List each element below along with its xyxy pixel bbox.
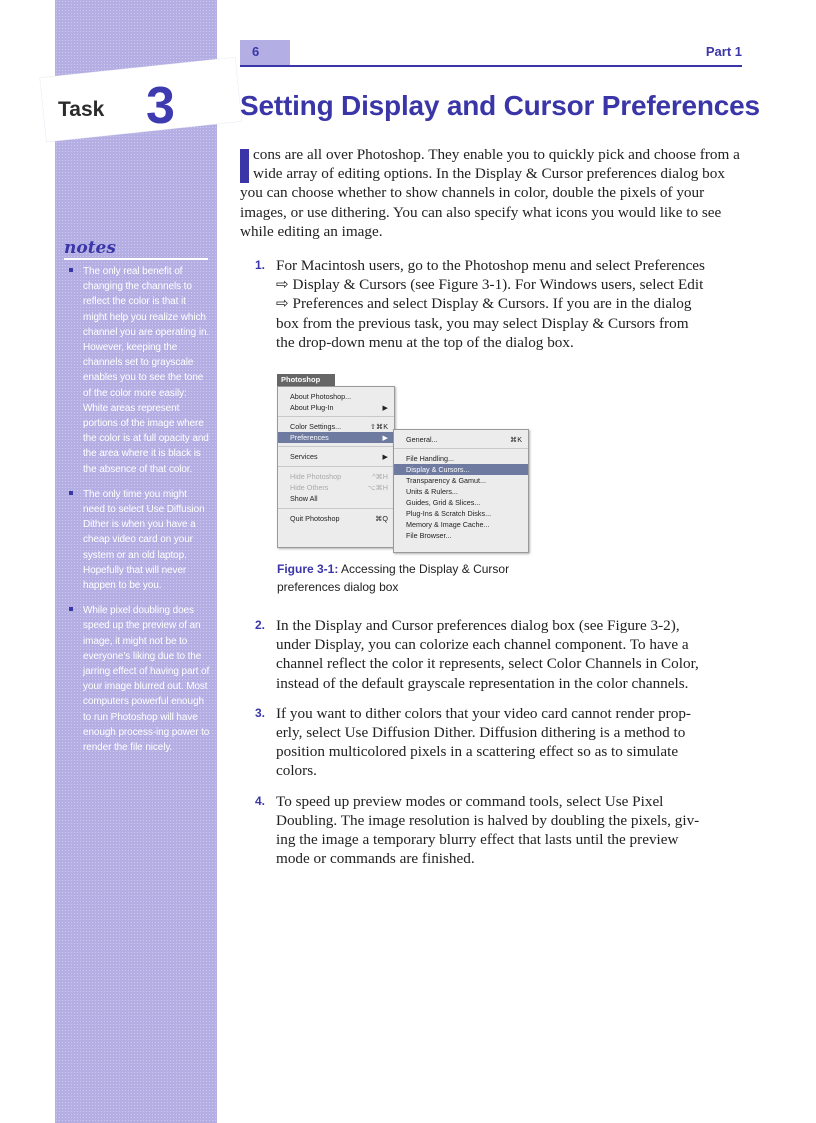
- intro-text: cons are all over Photoshop. They enable you to quickly pick and choose from a wide array of editing options. In the Display & Cursor preferences dialog box you can choose whether to show channels in color, double the pixels of your images, or use dithering. You can also specify what icons you would like to see while editing an image.: [240, 146, 740, 240]
- step-text: If you want to dither colors that your video card cannot render prop-erly, select Use Diffusion Dither. Diffusion dithering is a method to position multicolored pixels in a scattering effect so as to simulate colors.: [276, 704, 691, 780]
- drop-cap: [240, 149, 249, 183]
- menu-item-color-settings[interactable]: Color Settings... ⇧⌘K: [290, 422, 388, 431]
- menu-separator: [278, 446, 394, 447]
- menu-item-show-all[interactable]: Show All: [290, 494, 318, 503]
- step-item: [240, 704, 706, 781]
- task-number: 3: [146, 77, 175, 135]
- step-item: [240, 792, 706, 869]
- step-item: [240, 616, 706, 693]
- submenu-item-file-browser[interactable]: File Browser...: [406, 531, 452, 540]
- menu-item-quit-photoshop[interactable]: Quit Photoshop ⌘Q: [290, 514, 388, 523]
- menu-item-about-plugin[interactable]: About Plug-In ▶: [290, 403, 388, 412]
- header-rule: [240, 42, 742, 67]
- notes-heading: notes: [64, 238, 208, 260]
- submenu-item-display-cursors[interactable]: Display & Cursors...: [394, 464, 528, 475]
- menu-title: Photoshop: [277, 374, 335, 386]
- menu-item-hide-photoshop[interactable]: Hide Photoshop ^⌘H: [290, 472, 388, 481]
- submenu-item-plugins-scratch-disks[interactable]: Plug-Ins & Scratch Disks...: [406, 509, 492, 518]
- step-number: 1.: [255, 258, 266, 272]
- figure-menu-screenshot: [277, 374, 529, 556]
- step-text: To speed up preview modes or command tools, select Use Pixel Doubling. The image resolution is halved by doubling the pixels, giv-ing the image a temporary blurry effect that lasts until the preview mode or commands are finished.: [276, 792, 700, 868]
- submenu-item-general[interactable]: General... ⌘K: [406, 435, 522, 444]
- intro-paragraph: [240, 145, 743, 241]
- figure-caption: [277, 561, 537, 596]
- step-text: For Macintosh users, go to the Photoshop menu and select Preferences ⇨ Display & Cursors (see Figure 3-1). For Windows users, select Edit ⇨ Preferences and select Display & Cursors. If you are in the dialog box from the previous task, you may select Display & Cursors from the drop-down menu at the top of the dialog box.: [276, 257, 705, 351]
- menu-separator: [278, 416, 394, 417]
- menu-separator: [278, 466, 394, 467]
- step-number: 3.: [255, 705, 266, 720]
- preferences-submenu: [393, 429, 529, 553]
- part-label: Part 1: [705, 44, 742, 59]
- submenu-item-file-handling[interactable]: File Handling...: [406, 454, 454, 463]
- menu-item-preferences[interactable]: Preferences ▶: [278, 432, 394, 443]
- note-item: While pixel doubling does speed up the preview of an image, it might not be to everyone’s liking due to the jarring effect of having part of your image blurred out. Most computers powerful enough to run Photoshop will have enough process-ing power to render the file nicely.: [64, 603, 210, 755]
- caption-label: Figure 3-1:: [277, 562, 339, 576]
- menu-separator: [394, 448, 528, 449]
- page-title: Setting Display and Cursor Preferences: [240, 90, 760, 121]
- notes-list: [64, 264, 210, 765]
- menu-item-hide-others[interactable]: Hide Others ⌥⌘H: [290, 483, 388, 492]
- steps-list-2: [240, 616, 706, 868]
- page-number-box: [240, 40, 290, 65]
- step-item: [240, 256, 706, 352]
- step-number: 4.: [255, 793, 266, 808]
- menu-separator: [278, 508, 394, 509]
- menu-item-services[interactable]: Services ▶: [290, 452, 388, 461]
- photoshop-menu: [277, 386, 395, 548]
- steps-list-1: [240, 256, 706, 352]
- chevron-right-icon: ▶: [382, 433, 388, 442]
- submenu-item-memory-image-cache[interactable]: Memory & Image Cache...: [406, 520, 490, 529]
- submenu-item-guides-grid-slices[interactable]: Guides, Grid & Slices...: [406, 498, 481, 507]
- submenu-item-transparency-gamut[interactable]: Transparency & Gamut...: [406, 476, 487, 485]
- menu-item-about-photoshop[interactable]: About Photoshop...: [290, 392, 352, 401]
- page-number: 6: [252, 44, 260, 59]
- task-label: Task: [58, 98, 105, 121]
- submenu-item-units-rulers[interactable]: Units & Rulers...: [406, 487, 458, 496]
- chevron-right-icon: ▶: [382, 452, 388, 461]
- caption-text: Accessing the Display & Cursor preferences dialog box: [277, 562, 510, 594]
- note-item: The only real benefit of changing the channels to reflect the color is that it might help you realize which channel you are operating in. However, keeping the channels set to grayscale enables you to see the tone of the color more easily: White areas represent portions of the image where the color is at full opacity and the area where it is black is the absence of that color.: [64, 264, 210, 477]
- step-text: In the Display and Cursor preferences dialog box (see Figure 3-2), under Display, you can colorize each channel component. To have a channel reflect the color it represents, select Color Channels in Color, instead of the default grayscale representation in the color channels.: [276, 617, 699, 692]
- chevron-right-icon: ▶: [382, 403, 388, 412]
- note-item: The only time you might need to select Use Diffusion Dither is when you have a cheap video card on your system or an old laptop. Hopefully that will never happen to be you.: [64, 487, 210, 593]
- step-number: 2.: [255, 618, 266, 632]
